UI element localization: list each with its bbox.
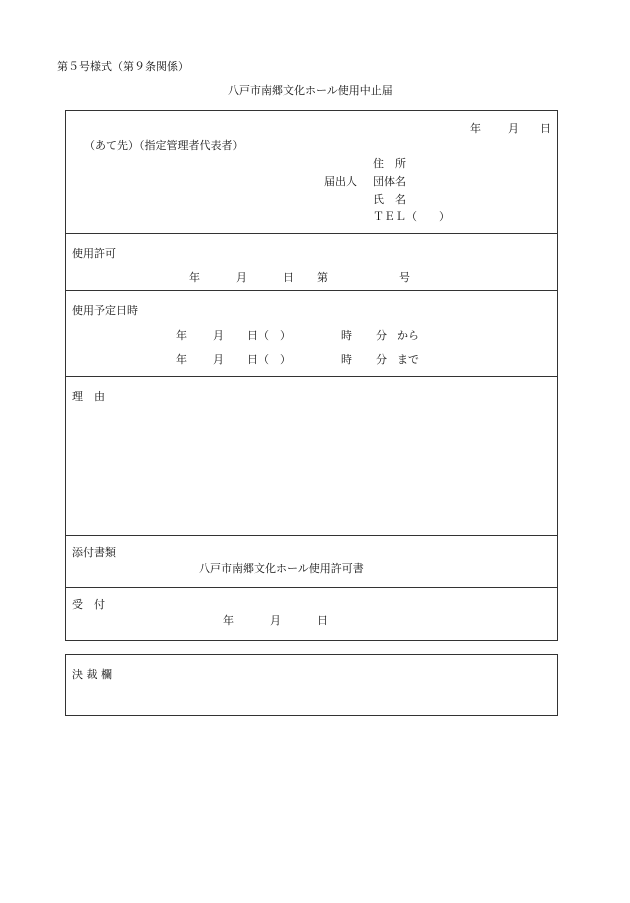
address-label: 住 所 bbox=[373, 157, 406, 170]
schedule-from-minute: 分 bbox=[376, 329, 387, 342]
permit-day: 日 bbox=[283, 271, 294, 284]
group-label: 団体名 bbox=[373, 175, 406, 188]
approval-box bbox=[65, 654, 558, 716]
divider-attachment bbox=[65, 587, 558, 588]
form-title: 八戸市南郷文化ホール使用中止届 bbox=[228, 84, 393, 97]
reception-year: 年 bbox=[223, 614, 234, 627]
form-number: 第５号様式（第９条関係） bbox=[57, 60, 189, 73]
header-day: 日 bbox=[540, 122, 551, 135]
schedule-from-year: 年 bbox=[176, 329, 187, 342]
permit-no-suffix: 号 bbox=[399, 271, 410, 284]
header-month: 月 bbox=[508, 122, 519, 135]
attachment-value: 八戸市南郷文化ホール使用許可書 bbox=[199, 562, 364, 575]
permit-label: 使用許可 bbox=[72, 247, 116, 260]
schedule-from-month: 月 bbox=[213, 329, 224, 342]
schedule-from-day: 日（ ） bbox=[247, 329, 291, 342]
tel-label: ＴＥＬ（ ） bbox=[373, 210, 450, 223]
divider-permit bbox=[65, 290, 558, 291]
permit-month: 月 bbox=[236, 271, 247, 284]
divider-reason bbox=[65, 535, 558, 536]
approval-label: 決 裁 欄 bbox=[72, 668, 112, 681]
divider-header bbox=[65, 233, 558, 234]
schedule-to-hour: 時 bbox=[341, 353, 352, 366]
schedule-label: 使用予定日時 bbox=[72, 304, 138, 317]
divider-schedule bbox=[65, 376, 558, 377]
schedule-from-hour: 時 bbox=[341, 329, 352, 342]
permit-no-prefix: 第 bbox=[317, 271, 328, 284]
schedule-to-day: 日（ ） bbox=[247, 353, 291, 366]
schedule-to-suffix: まで bbox=[397, 353, 419, 366]
reception-day: 日 bbox=[317, 614, 328, 627]
schedule-to-month: 月 bbox=[213, 353, 224, 366]
schedule-from-suffix: から bbox=[397, 329, 419, 342]
name-label: 氏 名 bbox=[373, 193, 406, 206]
permit-year: 年 bbox=[189, 271, 200, 284]
applicant-label: 届出人 bbox=[324, 175, 357, 188]
schedule-to-year: 年 bbox=[176, 353, 187, 366]
reception-label: 受 付 bbox=[72, 598, 105, 611]
reception-month: 月 bbox=[270, 614, 281, 627]
schedule-to-minute: 分 bbox=[376, 353, 387, 366]
header-year: 年 bbox=[470, 122, 481, 135]
reason-label: 理 由 bbox=[72, 390, 105, 403]
addressee: （あて先）（指定管理者代表者） bbox=[84, 139, 244, 152]
attachment-label: 添付書類 bbox=[72, 546, 116, 559]
